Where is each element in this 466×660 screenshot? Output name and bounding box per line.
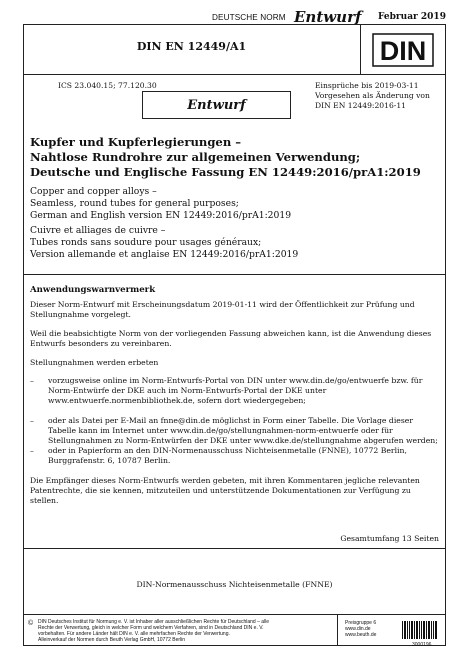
patent-notice: Die Empfänger dieses Norm-Entwurfs werden gebeten, mit ihren Kommentaren jegliche relevanten Patentrechte, die sie kennen, mitzuteilen und unterstützende Dokumentationen zur Verfügung zu stellen. [30, 476, 420, 506]
copyright-notice [38, 619, 320, 643]
bullet-text: vorzugsweise online im Norm-Entwurfs-Portal von DIN unter www.din.de/go/entwuerfe bzw. für Norm-Entwürfe der DKE auch im Norm-Entwurfs-Portal der DKE unter www.entwuerfe.normenbibliothek.de, sofern dort wiedergegeben; [48, 376, 423, 406]
bullet-dash: – [30, 416, 34, 425]
price-group: Preisgruppe 6 [345, 620, 377, 626]
warning-paragraph: Weil die beabsichtigte Norm von der vorliegenden Fassung abweichen kann, ist die Anwendung dieses Entwurfs besonders zu vereinbaren. [30, 329, 432, 349]
beuth-website: www.beuth.de [345, 632, 377, 638]
title-line: Version allemande et anglaise EN 12449:2016/prA1:2019 [30, 248, 299, 260]
title-german [30, 135, 440, 179]
bullet-text: oder in Papierform an den DIN-Normenausschuss Nichteisenmetalle (FNNE), 10772 Berlin, Burggrafenstr. 6, 10787 Berlin. [48, 446, 407, 466]
publication-date: Februar 2019 [378, 12, 446, 22]
title-line: Cuivre et alliages de cuivre – [30, 225, 166, 236]
document-id: DIN EN 12449/A1 [136, 40, 247, 53]
total-pages: Gesamtumfang 13 Seiten [340, 534, 439, 543]
title-line: Copper and copper alloys – [30, 186, 157, 197]
copyright-icon: © [28, 620, 34, 627]
amended-standard: DIN EN 12449:2016-11 [315, 101, 407, 110]
comment-option-paper [30, 446, 438, 466]
amendment-note: Vorgesehen als Änderung von [315, 91, 430, 100]
copyright-line: vorbehalten. Für andere Länder hält DIN e. V. alle mehrfachen Rechte der Verwertung. [38, 631, 230, 637]
title-line: Deutsche und Englische Fassung EN 12449:2016/prA1:2019 [30, 164, 421, 179]
comment-option-email [30, 416, 438, 447]
divider-committee [23, 548, 446, 549]
logo-divider [360, 24, 361, 74]
objection-info [315, 81, 440, 111]
standard-type-label: DEUTSCHE NORM [212, 13, 286, 22]
bullet-dash: – [30, 446, 34, 455]
price-info [345, 620, 397, 638]
copyright-line: Alleinverkauf der Normen durch Beuth Verlag GmbH, 10772 Berlin [38, 637, 186, 643]
divider-title [23, 274, 446, 275]
barcode-icon [400, 619, 440, 643]
title-line: German and English version EN 12449:2016/prA1:2019 [30, 209, 292, 221]
title-line: Nahtlose Rundrohre zur allgemeinen Verwendung; [30, 149, 361, 164]
comment-option-online [30, 376, 438, 407]
draft-box: Entwurf [142, 91, 291, 119]
title-line: Seamless, round tubes for general purposes; [30, 197, 239, 209]
divider-footer [23, 614, 446, 615]
copyright-line: DIN Deutsches Institut für Normung e. V. ist Inhaber aller ausschließlichen Rechte für Deutschland – alle [38, 619, 270, 625]
title-line: Kupfer und Kupferlegierungen – [30, 135, 242, 149]
bullet-dash: – [30, 376, 34, 385]
din-logo [372, 33, 434, 67]
draft-label: Entwurf [294, 8, 362, 26]
footer-divider [337, 614, 338, 646]
title-french [30, 225, 440, 260]
committee-name: DIN-Normenausschuss Nichteisenmetalle (FNNE) [136, 580, 333, 589]
svg-text:DIN: DIN [379, 36, 427, 66]
warning-heading: Anwendungswarnvermerk [30, 285, 156, 295]
ics-code: ICS 23.040.15; 77.120.30 [58, 81, 157, 90]
comments-intro: Stellungnahmen werden erbeten [30, 358, 159, 367]
title-line: Tubes ronds sans soudure pour usages généraux; [30, 236, 262, 248]
bullet-text: oder als Datei per E-Mail an fnne@din.de möglichst in Form einer Tabelle. Die Vorlage dieser Tabelle kann im Internet unter www.din.de/go/stellungnahmen-norm-entwuerfe oder für Stellungnahmen zu Norm-Entwürfen der DKE unter www.dke.de/stellungnahme abgerufen werden; [48, 416, 438, 446]
divider-top [23, 74, 446, 75]
copyright-line: Rechte der Verwertung, gleich in welcher Form und welchem Verfahren, sind in Deutschland DIN e. V. [38, 625, 264, 631]
objection-deadline: Einsprüche bis 2019-03-11 [315, 81, 419, 90]
din-website: www.din.de [345, 626, 371, 632]
title-english [30, 186, 440, 221]
warning-paragraph: Dieser Norm-Entwurf mit Erscheinungsdatum 2019-01-11 wird der Öffentlichkeit zur Prüfung und Stellungnahme vorgelegt. [30, 300, 415, 320]
document-code: 3000196 [412, 642, 432, 648]
